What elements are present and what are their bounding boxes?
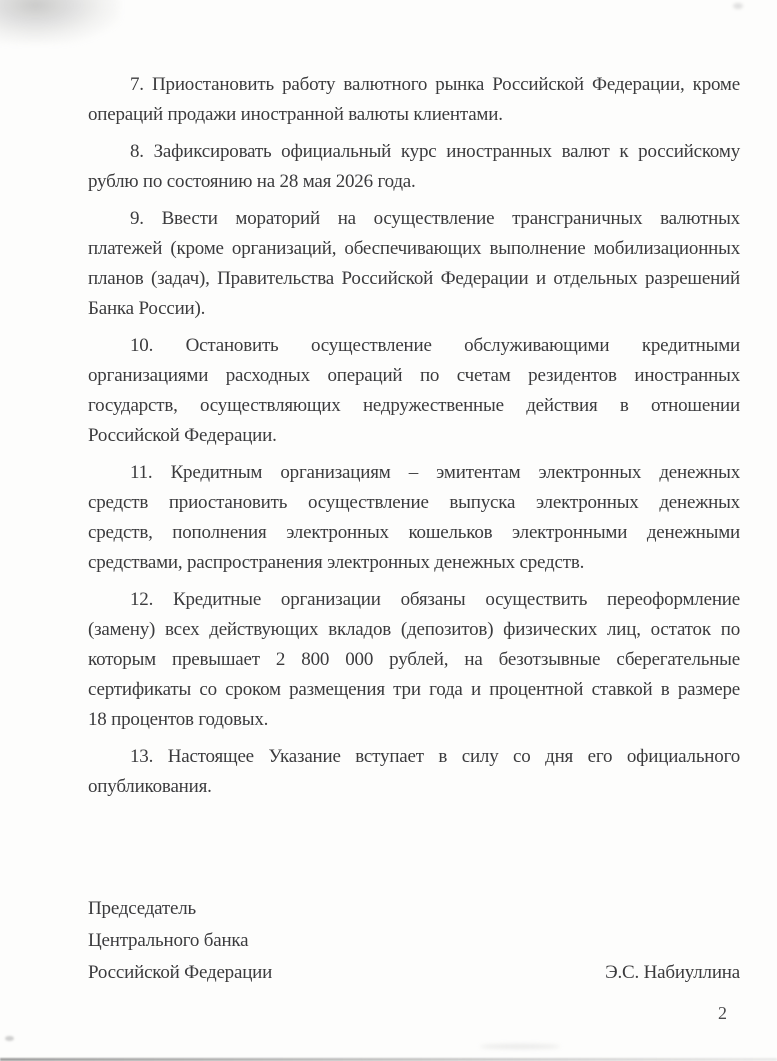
scan-artifact-top-right-speck — [733, 3, 743, 9]
paragraph-line: Российской Федерации. — [88, 425, 277, 446]
paragraph-line: средствами, распространения электронных денежных средств. — [88, 552, 585, 573]
paragraph-line: операций продажи иностранной валюты клиентами. — [88, 104, 503, 125]
paragraph-line: сертификаты со сроком размещения три года и процентной ставкой в размере — [88, 679, 740, 700]
paragraph — [88, 204, 740, 324]
paragraph-line: организациями расходных операций по счетам резидентов иностранных — [88, 365, 740, 386]
paragraph-line: рублю по состоянию на 28 мая 2026 года. — [88, 171, 416, 192]
paragraph-line: средств приостановить осуществление выпуска электронных денежных — [88, 492, 740, 513]
scan-artifact-top-smudge — [0, 0, 120, 44]
paragraph-line: 12. Кредитные организации обязаны осуществить переоформление — [130, 589, 740, 610]
paragraph-line: 13. Настоящее Указание вступает в силу со дня его официального — [130, 746, 740, 767]
paragraph — [88, 331, 740, 451]
paragraph-line: которым превышает 2 800 000 рублей, на безотзывные сберегательные — [88, 649, 740, 670]
paragraph — [88, 742, 740, 802]
signature-name: Э.С. Набиуллина — [605, 962, 740, 983]
paragraph-line: планов (задач), Правительства Российской Федерации и отдельных разрешений — [88, 268, 740, 289]
document-body — [88, 70, 740, 809]
paragraph-line: 9. Ввести мораторий на осуществление трансграничных валютных — [130, 208, 740, 229]
page-number: 2 — [718, 1003, 727, 1023]
paragraph — [88, 137, 740, 197]
paragraph-line: государств, осуществляющих недружественные действия в отношении — [88, 395, 740, 416]
paragraph — [88, 585, 740, 735]
paragraph-line: Банка России). — [88, 298, 206, 319]
paragraph — [88, 70, 740, 130]
signature-title-line: Российской Федерации — [88, 962, 273, 983]
paragraph-line: средств, пополнения электронных кошельков электронными денежными — [88, 522, 740, 543]
paragraph-line: 7. Приостановить работу валютного рынка Российской Федерации, кроме — [130, 74, 740, 95]
paragraph-line: (замену) всех действующих вкладов (депозитов) физических лиц, остаток по — [88, 619, 740, 640]
signature-title-line: Центрального банка — [88, 930, 249, 951]
paragraph-line: 11. Кредитным организациям – эмитентам электронных денежных — [130, 462, 740, 483]
scan-artifact-bottom-smudge — [480, 1044, 560, 1049]
paragraph-line: 18 процентов годовых. — [88, 709, 269, 730]
paragraph — [88, 458, 740, 578]
paragraph-line: платежей (кроме организаций, обеспечивающих выполнение мобилизационных — [88, 238, 740, 259]
signature-block — [88, 893, 740, 989]
paragraph-line: 10. Остановить осуществление обслуживающими кредитными — [130, 335, 740, 356]
paragraph-line: опубликования. — [88, 776, 212, 797]
paragraph-line: 8. Зафиксировать официальный курс иностранных валют к российскому — [130, 141, 740, 162]
signature-title-line: Председатель — [88, 898, 197, 919]
scan-artifact-bottom-left-speck — [5, 1036, 14, 1041]
